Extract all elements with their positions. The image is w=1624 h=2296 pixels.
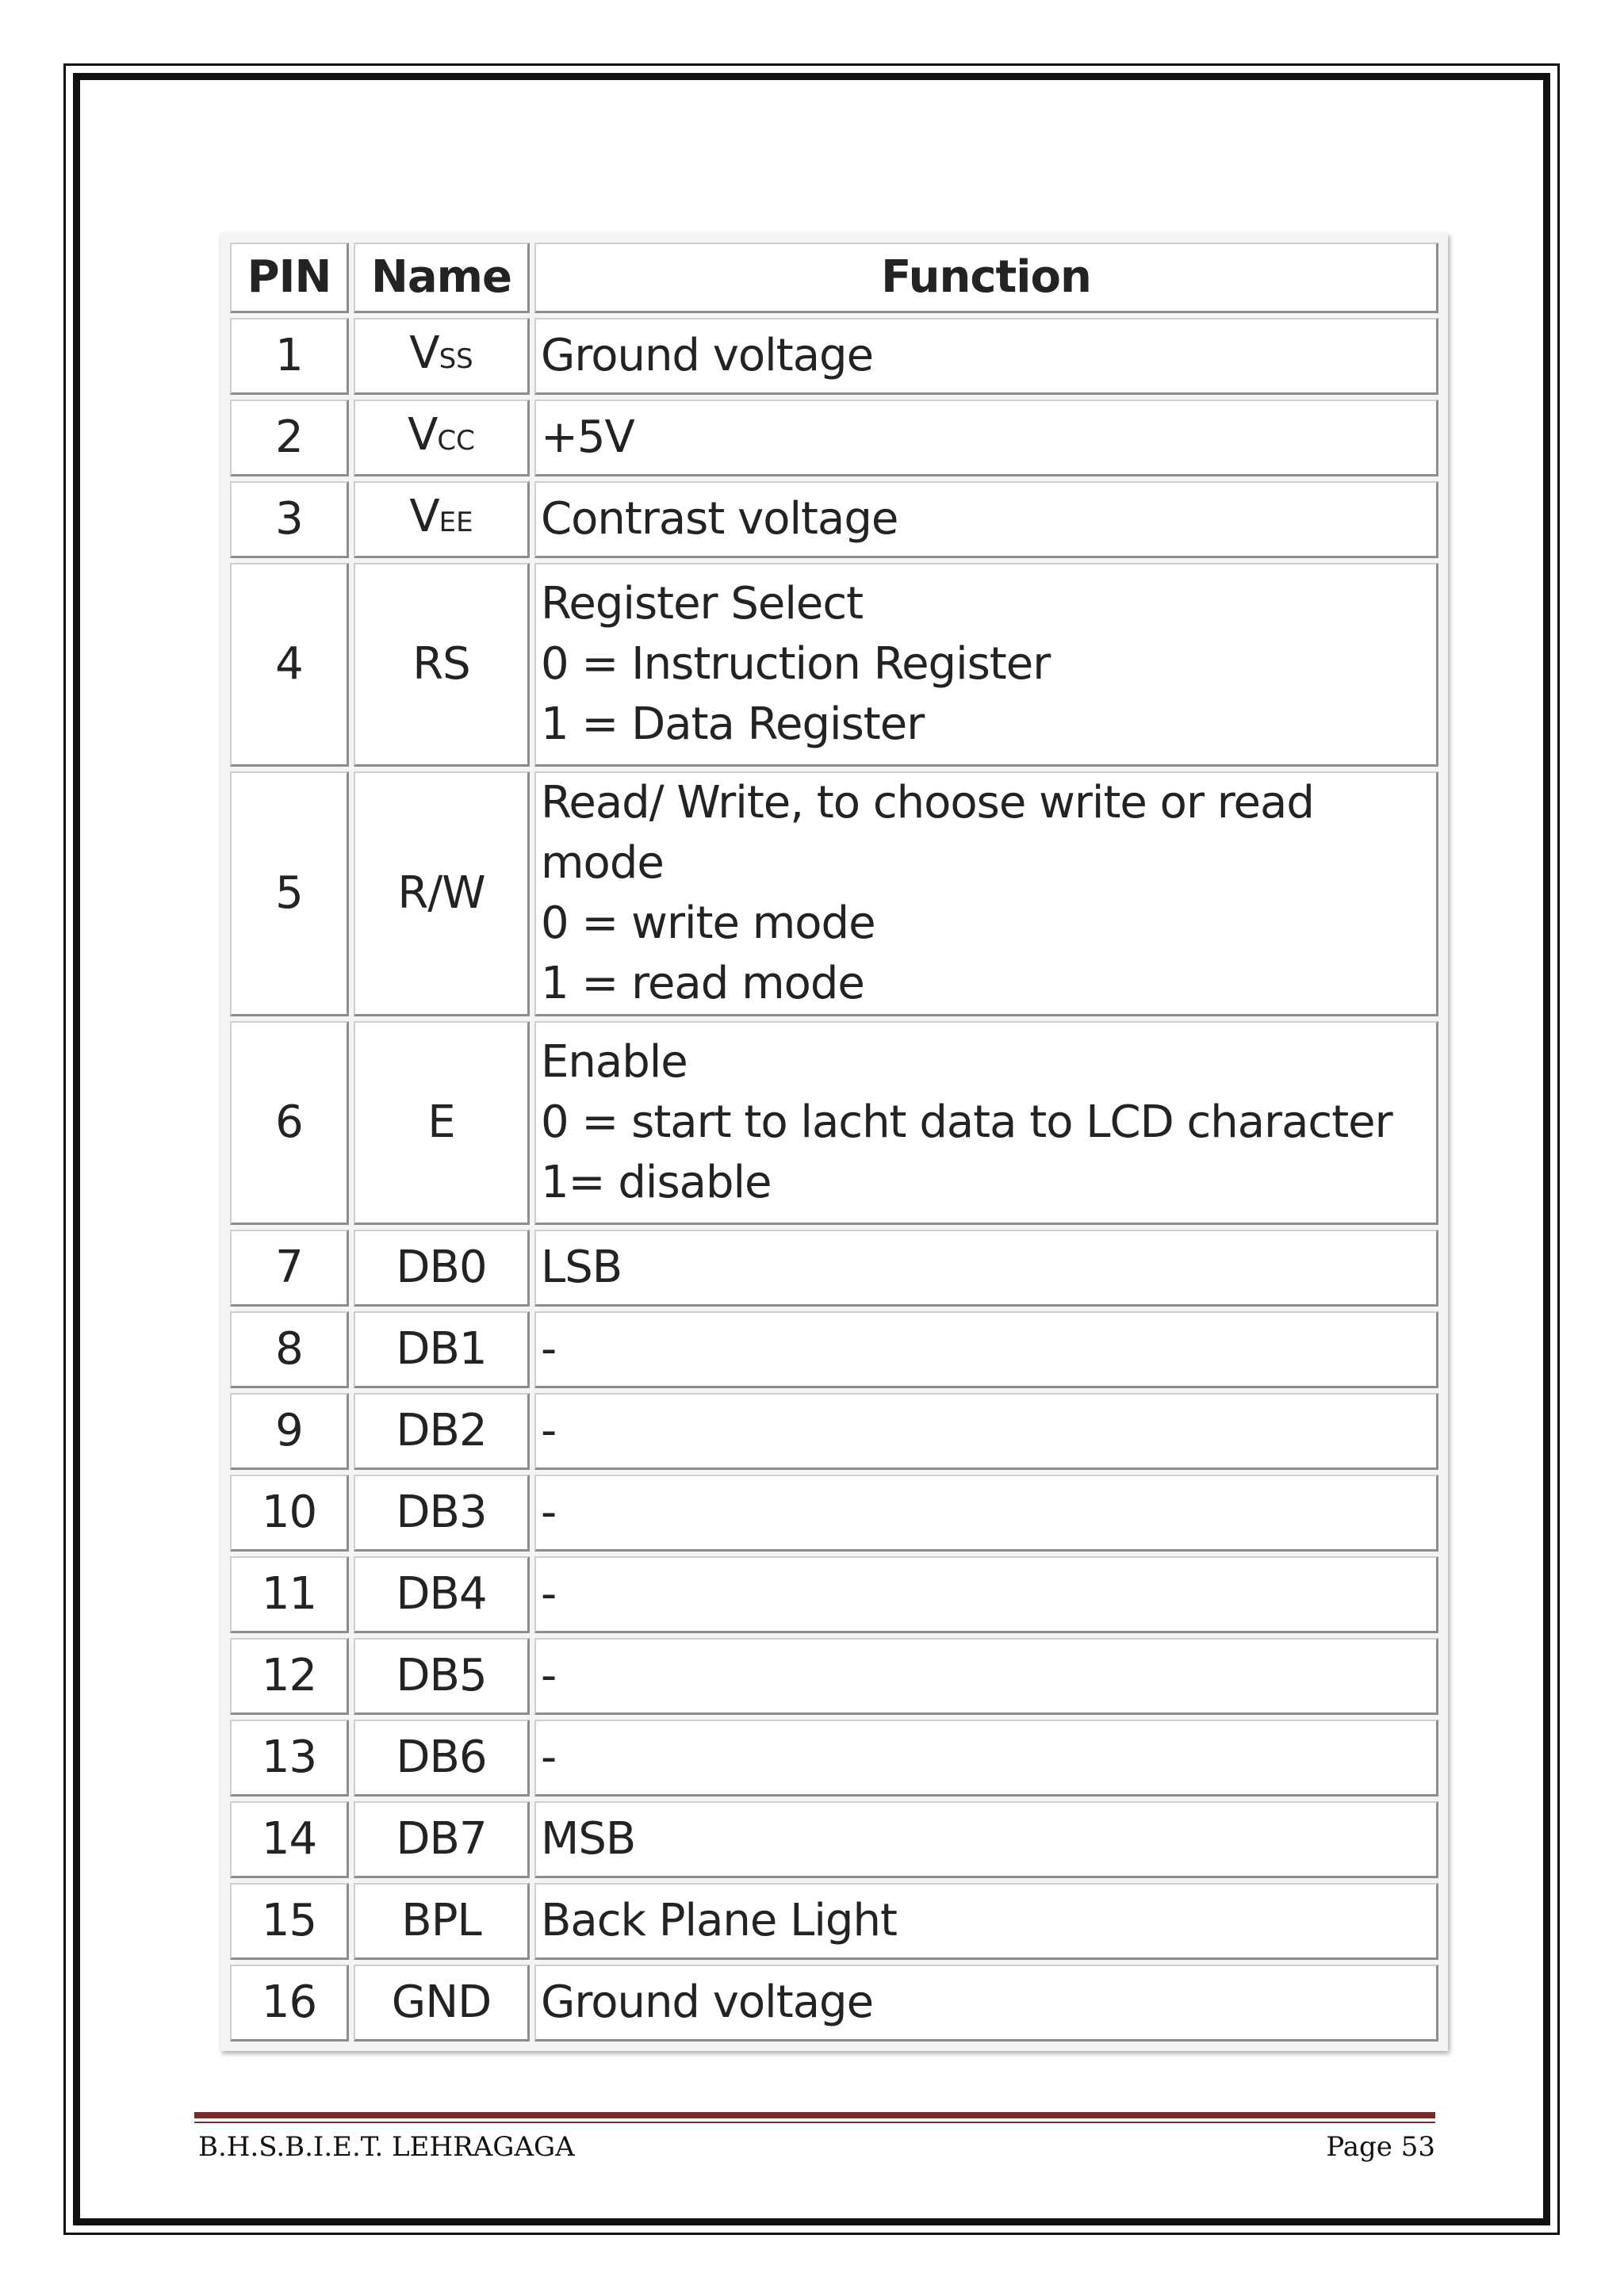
footer-rule-thick [194,2112,1435,2118]
pin-number-cell: 13 [230,1720,349,1797]
table-row [230,1720,1438,1797]
pin-function-cell [534,1801,1438,1878]
function-line: Ground voltage [541,330,874,381]
pin-name-cell [354,400,530,476]
pin-function-cell [534,1556,1438,1633]
pin-function-cell [534,400,1438,476]
pin-name-cell [354,563,530,767]
function-line: Ground voltage [541,1976,874,2028]
pin-name-cell [354,1720,530,1797]
footer-institution: B.H.S.B.I.E.T. LEHRAGAGA [198,2131,575,2163]
table-row [230,400,1438,476]
function-line: Enable [541,1036,688,1088]
pin-name-main: BPL [401,1895,481,1946]
table-row [230,1556,1438,1633]
pin-name-main: DB1 [396,1323,487,1375]
function-line: - [541,1650,557,1701]
pin-name-main: DB7 [396,1813,487,1865]
table-row [230,1475,1438,1552]
function-line: Register Select [541,578,864,629]
header-pin: PIN [230,243,349,313]
function-line: - [541,1405,557,1456]
pin-name-main: DB3 [396,1487,487,1538]
table-row [230,1230,1438,1307]
pin-function-cell [534,771,1438,1016]
pin-name-main: DB2 [396,1405,487,1456]
function-line: - [541,1568,557,1620]
pin-number-cell: 11 [230,1556,349,1633]
pin-name-cell [354,481,530,558]
pin-table-container [220,233,1448,2051]
pin-number-cell: 16 [230,1965,349,2042]
function-line: Contrast voltage [541,493,898,545]
pin-function-cell [534,1021,1438,1225]
table-row [230,1801,1438,1878]
function-line: 0 = Instruction Register [541,638,1051,690]
pin-name-cell [354,318,530,395]
function-line: LSB [541,1242,622,1293]
table-row [230,1311,1438,1388]
pin-number-cell: 7 [230,1230,349,1307]
table-header-row [230,243,1438,313]
pin-function-cell [534,481,1438,558]
function-line: Read/ Write, to choose write or read mode [541,777,1314,889]
pin-name-cell [354,1021,530,1225]
function-line: - [541,1732,557,1783]
lcd-pin-table [225,238,1443,2046]
pin-name-main: V [408,408,438,461]
pin-name-cell [354,1556,530,1633]
header-name: Name [354,243,530,313]
pin-name-cell [354,1475,530,1552]
function-line: 1= disable [541,1157,772,1208]
pin-name-main: DB6 [396,1732,487,1783]
pin-name-main: DB0 [396,1242,487,1293]
pin-number-cell: 2 [230,400,349,476]
pin-number-cell: 15 [230,1883,349,1960]
pin-function-cell [534,1393,1438,1470]
function-line: 0 = start to lacht data to LCD character [541,1096,1392,1148]
function-line: 1 = read mode [541,958,864,1009]
pin-number-cell: 8 [230,1311,349,1388]
table-row [230,318,1438,395]
pin-number-cell: 3 [230,481,349,558]
pin-number-cell: 10 [230,1475,349,1552]
pin-name-main: E [427,1096,455,1148]
table-row [230,563,1438,767]
function-line: +5V [541,411,634,463]
pin-number-cell: 6 [230,1021,349,1225]
pin-name-cell [354,1393,530,1470]
footer-rule-thin [194,2122,1435,2123]
table-row [230,1638,1438,1715]
pin-name-subscript: EE [439,506,473,538]
table-body [230,318,1438,2042]
pin-function-cell [534,318,1438,395]
pin-name-main: DB4 [396,1568,487,1620]
pin-name-cell [354,1638,530,1715]
function-line: - [541,1487,557,1538]
table-row [230,1393,1438,1470]
table-row [230,771,1438,1016]
pin-name-main: V [409,490,439,542]
function-line: MSB [541,1813,636,1865]
pin-number-cell: 12 [230,1638,349,1715]
pin-number-cell: 5 [230,771,349,1016]
pin-number-cell: 9 [230,1393,349,1470]
pin-name-main: RS [412,638,470,690]
pin-number-cell: 1 [230,318,349,395]
function-line: - [541,1323,557,1375]
pin-function-cell [534,1475,1438,1552]
function-line: Back Plane Light [541,1895,897,1946]
pin-name-cell [354,1801,530,1878]
pin-name-main: R/W [397,867,485,919]
pin-function-cell [534,1883,1438,1960]
pin-name-main: GND [391,1976,492,2028]
pin-function-cell [534,1311,1438,1388]
pin-name-cell [354,1230,530,1307]
pin-name-cell [354,1883,530,1960]
pin-function-cell [534,1965,1438,2042]
pin-name-main: V [409,327,439,379]
function-line: 0 = write mode [541,897,875,949]
pin-name-cell [354,771,530,1016]
pin-function-cell [534,1720,1438,1797]
footer-page-number: Page 53 [1326,2131,1435,2163]
pin-name-cell [354,1311,530,1388]
pin-name-cell [354,1965,530,2042]
header-function: Function [534,243,1438,313]
pin-function-cell [534,1230,1438,1307]
table-row [230,1883,1438,1960]
pin-name-subscript: CC [437,424,475,457]
pin-name-main: DB5 [396,1650,487,1701]
pin-number-cell: 4 [230,563,349,767]
table-row [230,481,1438,558]
pin-function-cell [534,1638,1438,1715]
pin-name-subscript: SS [439,342,473,375]
pin-function-cell [534,563,1438,767]
pin-number-cell: 14 [230,1801,349,1878]
table-row [230,1021,1438,1225]
function-line: 1 = Data Register [541,698,925,750]
table-row [230,1965,1438,2042]
